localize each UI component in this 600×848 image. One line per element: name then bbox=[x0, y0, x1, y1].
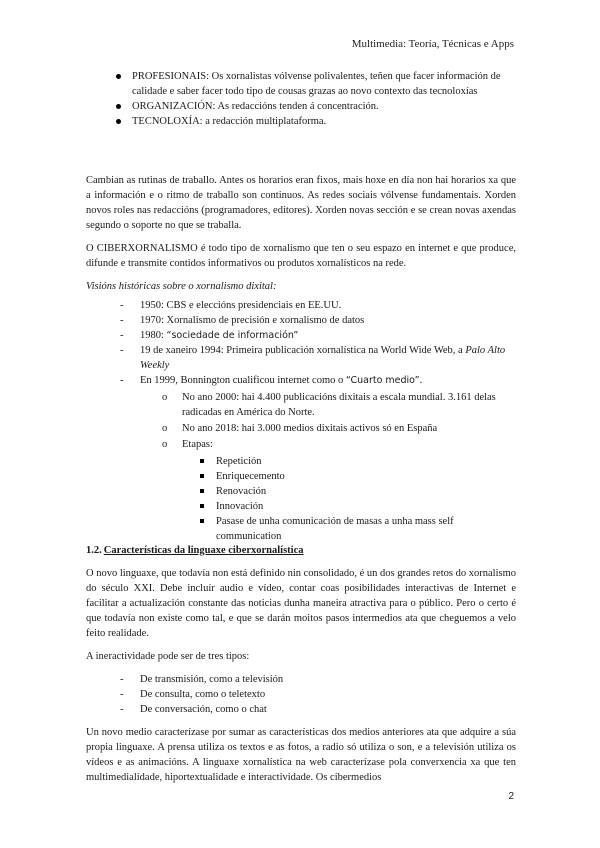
section-number: 1.2. bbox=[86, 545, 102, 556]
stage-item: Pasase de unha comunicación de masas a unha mass self communication bbox=[200, 514, 516, 544]
page-header: Multimedia: Teoría, Técnicas e Apps bbox=[351, 38, 514, 50]
bullet-item-tecnoloxia: TECNOLOXÍA: a redacción multiplataforma. bbox=[116, 114, 516, 129]
interactivity-type: - De consulta, como o teletexto bbox=[120, 687, 516, 702]
history-item-1950: - 1950: CBS e eleccións presidenciais en EE.UU. bbox=[120, 298, 516, 313]
paragraph-work-routines: Cambian as rutinas de traballo. Antes os horarios eran fixos, mais hoxe en día non hai horarios xa que a información e o ritmo de traballo son continuos. As redes sociais vólvense fundamentais. Xorden novos roles nas redaccións (programadores, editores). Xorden novas sección e se crean novas axendas segundo o soporte no que se traballa. bbox=[86, 175, 516, 231]
history-sub-2000: o No ano 2000: hai 4.400 publicacións dixitais a escala mundial. 3.161 delas radicadas en América do Norte. bbox=[162, 390, 516, 420]
paragraph-new-language: O novo linguaxe, que todavía non está definido nin consolidado, é un dos grandes retos do xornalismo do século XXI. Debe incluír audio e vídeo, contar coas posibilidades interactivas de Internet e facilitar a actualización constante das noticias dunha maneira atractiva para o público. Pero o certo é que todavía non existe como tal, e que se darán moitos pasos intermedios ata que cheguemos a velo feito realidade. bbox=[86, 568, 516, 639]
etapas-label: Etapas: bbox=[182, 439, 213, 450]
history-item-1999-text: En 1999, Bonnington cualificou internet como o bbox=[140, 375, 346, 386]
top-bullet-list bbox=[86, 69, 516, 129]
history-item-1994-text: 19 de xaneiro 1994: Primeira publicación xornalística na World Wide Web, a bbox=[140, 345, 466, 356]
stage-item: Repetición bbox=[200, 454, 516, 469]
history-item-1980-prefix: 1980: bbox=[140, 330, 167, 341]
history-item-1999 bbox=[120, 373, 516, 544]
history-item-1999-quote: “Cuarto medio” bbox=[345, 375, 420, 386]
visions-heading: Visións históricas sobre o xornalismo dixital: bbox=[86, 281, 277, 292]
interactivity-type: - De conversación, como o chat bbox=[120, 702, 516, 717]
paragraph-new-medium: Un novo medio caracterízase por sumar as características dos medios anteriores ata que adquire a súa propia linguaxe. A prensa utiliza os textos e as fotos, a radio só utiliza o son, e a televisión utiliza os vídeos e as animacións. A linguaxe xornalística na web caracterízase pola converxencia xa que ten multimedialidade, hiportextualidade e interactividade. Os cibermedios bbox=[86, 727, 516, 783]
history-item-1980 bbox=[120, 328, 516, 343]
history-item-1970: - 1970: Xornalismo de precisión e xornalismo de datos bbox=[120, 313, 516, 328]
history-item-1994 bbox=[120, 343, 516, 373]
interactivity-type: - De transmisión, como a televisión bbox=[120, 672, 516, 687]
document-body bbox=[86, 69, 516, 793]
paragraph-interactivity-intro: A ineractividade pode ser de tres tipos: bbox=[86, 651, 250, 662]
history-item-1999-end: . bbox=[419, 375, 423, 386]
history-sublist bbox=[140, 390, 516, 544]
stages-list bbox=[182, 454, 516, 544]
stage-item: Renovación bbox=[200, 484, 516, 499]
history-item-1994-italic: Palo Alto Weekly bbox=[140, 345, 506, 371]
section-heading bbox=[86, 543, 516, 558]
bullet-item-profesionais: PROFESIONAIS: Os xornalistas vólvense polivalentes, teñen que facer información de calidade e saber facer todo tipo de cousas grazas ao novo contexto das tecnoloxías bbox=[116, 69, 516, 99]
history-sub-2018: o No ano 2018: hai 3.000 medios dixitais activos só en España bbox=[162, 421, 516, 436]
page-number: 2 bbox=[508, 791, 514, 802]
paragraph-ciberxornalismo: O CIBERXORNALISMO é todo tipo de xornalismo que ten o seu espazo en internet e que produce, difunde e transmite contidos informativos ou produtos xornalísticos na rede. bbox=[86, 243, 516, 269]
stage-item: Enriquecemento bbox=[200, 469, 516, 484]
history-item-1980-quote: “sociedade de información” bbox=[166, 330, 299, 341]
history-sub-etapas bbox=[162, 437, 516, 544]
history-list bbox=[86, 298, 516, 544]
section-title: Características da linguaxe ciberxornalística bbox=[103, 545, 304, 556]
bullet-item-organizacion: ORGANIZACIÓN: As redaccións tenden á concentración. bbox=[116, 99, 516, 114]
stage-item: Innovación bbox=[200, 499, 516, 514]
interactivity-types-list bbox=[86, 672, 516, 717]
